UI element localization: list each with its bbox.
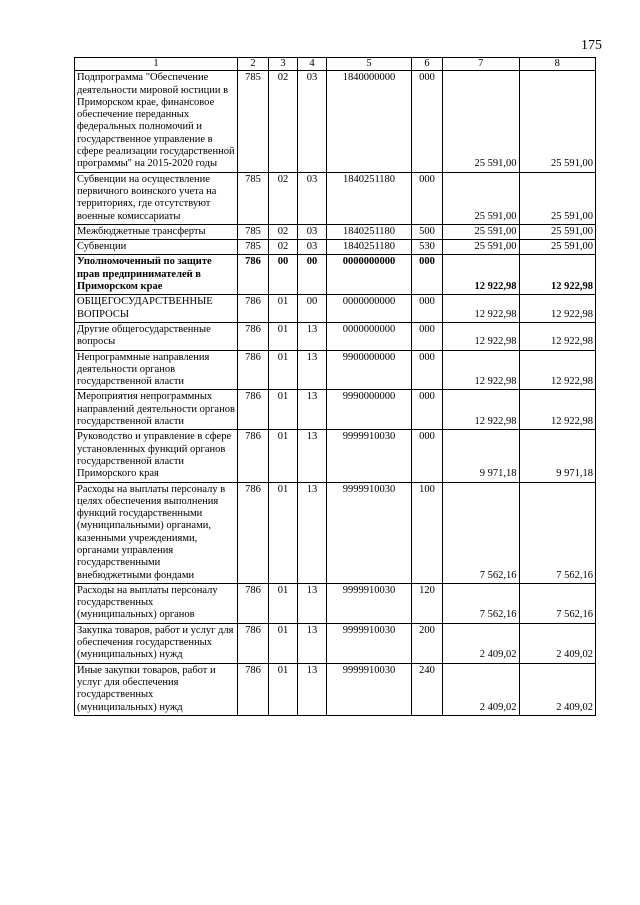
row-code-expense: 000 (412, 255, 443, 295)
row-code-admin: 786 (238, 482, 269, 583)
row-code-admin: 785 (238, 172, 269, 224)
row-code-admin: 785 (238, 71, 269, 172)
table-row (75, 482, 596, 583)
row-amount-col8: 25 591,00 (519, 224, 596, 239)
row-code-target: 9999910030 (327, 482, 412, 583)
table-row (75, 390, 596, 430)
row-code-target: 0000000000 (327, 255, 412, 295)
row-name: Расходы на выплаты персоналу в целях обеспечения выполнения функций государственными (муниципальными) органами, казенными учреждениями, органами управления государственными внебюджетными фондами (75, 482, 238, 583)
column-header: 2 (238, 58, 269, 71)
page-number: 175 (581, 38, 602, 53)
row-amount-col7: 12 922,98 (443, 295, 520, 323)
row-code-section: 01 (269, 430, 298, 482)
row-code-admin: 786 (238, 255, 269, 295)
row-name: Непрограммные направления деятельности органов государственной власти (75, 350, 238, 390)
column-header: 4 (298, 58, 327, 71)
table-row (75, 172, 596, 224)
row-code-admin: 786 (238, 623, 269, 663)
row-code-section: 01 (269, 322, 298, 350)
row-code-admin: 786 (238, 663, 269, 715)
row-code-expense: 530 (412, 240, 443, 255)
row-code-admin: 785 (238, 224, 269, 239)
row-code-expense: 100 (412, 482, 443, 583)
table-body (75, 71, 596, 716)
row-code-subsection: 13 (298, 430, 327, 482)
row-code-section: 02 (269, 172, 298, 224)
column-header: 6 (412, 58, 443, 71)
table-row (75, 255, 596, 295)
row-code-section: 01 (269, 482, 298, 583)
row-amount-col8: 7 562,16 (519, 482, 596, 583)
row-amount-col7: 12 922,98 (443, 322, 520, 350)
row-code-expense: 500 (412, 224, 443, 239)
row-code-section: 02 (269, 240, 298, 255)
row-amount-col8: 7 562,16 (519, 583, 596, 623)
row-code-expense: 120 (412, 583, 443, 623)
row-name: Расходы на выплаты персоналу государственных (муниципальных) органов (75, 583, 238, 623)
row-code-subsection: 13 (298, 623, 327, 663)
row-code-admin: 786 (238, 322, 269, 350)
row-code-target: 9999910030 (327, 623, 412, 663)
row-code-subsection: 13 (298, 482, 327, 583)
row-code-target: 9999910030 (327, 583, 412, 623)
row-name: Уполномоченный по защите прав предпринимателей в Приморском крае (75, 255, 238, 295)
row-name: Мероприятия непрограммных направлений деятельности органов государственной власти (75, 390, 238, 430)
row-code-admin: 786 (238, 430, 269, 482)
row-amount-col8: 12 922,98 (519, 255, 596, 295)
table-row (75, 583, 596, 623)
table-row (75, 240, 596, 255)
column-header: 1 (75, 58, 238, 71)
column-header: 5 (327, 58, 412, 71)
row-amount-col7: 25 591,00 (443, 224, 520, 239)
table-row (75, 623, 596, 663)
row-amount-col7: 2 409,02 (443, 663, 520, 715)
row-name: Субвенции на осуществление первичного воинского учета на территориях, где отсутствуют военные комиссариаты (75, 172, 238, 224)
row-code-admin: 786 (238, 390, 269, 430)
row-amount-col7: 2 409,02 (443, 623, 520, 663)
row-code-expense: 000 (412, 390, 443, 430)
row-code-section: 02 (269, 224, 298, 239)
table-row (75, 430, 596, 482)
row-code-expense: 000 (412, 295, 443, 323)
row-amount-col7: 7 562,16 (443, 583, 520, 623)
table-header-row (75, 58, 596, 71)
row-code-expense: 200 (412, 623, 443, 663)
row-code-section: 00 (269, 255, 298, 295)
row-amount-col7: 7 562,16 (443, 482, 520, 583)
row-code-admin: 786 (238, 350, 269, 390)
row-code-subsection: 00 (298, 255, 327, 295)
row-amount-col7: 9 971,18 (443, 430, 520, 482)
row-code-subsection: 13 (298, 322, 327, 350)
row-amount-col8: 12 922,98 (519, 295, 596, 323)
row-code-section: 01 (269, 663, 298, 715)
row-amount-col7: 12 922,98 (443, 350, 520, 390)
row-amount-col8: 25 591,00 (519, 172, 596, 224)
row-amount-col7: 25 591,00 (443, 240, 520, 255)
row-amount-col8: 25 591,00 (519, 71, 596, 172)
row-code-subsection: 03 (298, 240, 327, 255)
row-name: Межбюджетные трансферты (75, 224, 238, 239)
row-name: Руководство и управление в сфере установленных функций органов государственной власти Приморского края (75, 430, 238, 482)
row-code-target: 9900000000 (327, 350, 412, 390)
row-amount-col7: 25 591,00 (443, 71, 520, 172)
row-code-section: 01 (269, 350, 298, 390)
row-code-target: 0000000000 (327, 295, 412, 323)
row-code-admin: 786 (238, 295, 269, 323)
row-code-expense: 000 (412, 172, 443, 224)
row-name: Субвенции (75, 240, 238, 255)
budget-table (74, 57, 596, 716)
row-name: ОБЩЕГОСУДАРСТВЕННЫЕ ВОПРОСЫ (75, 295, 238, 323)
row-amount-col8: 2 409,02 (519, 663, 596, 715)
row-code-subsection: 03 (298, 71, 327, 172)
row-code-target: 9999910030 (327, 663, 412, 715)
row-name: Другие общегосударственные вопросы (75, 322, 238, 350)
row-code-target: 1840251180 (327, 172, 412, 224)
row-code-target: 9999910030 (327, 430, 412, 482)
row-code-section: 01 (269, 583, 298, 623)
row-code-target: 1840251180 (327, 224, 412, 239)
row-code-target: 1840000000 (327, 71, 412, 172)
row-amount-col8: 12 922,98 (519, 350, 596, 390)
column-header: 8 (519, 58, 596, 71)
row-code-admin: 786 (238, 583, 269, 623)
table-row (75, 322, 596, 350)
row-amount-col7: 25 591,00 (443, 172, 520, 224)
row-amount-col8: 2 409,02 (519, 623, 596, 663)
row-code-section: 01 (269, 390, 298, 430)
row-code-expense: 000 (412, 350, 443, 390)
row-code-admin: 785 (238, 240, 269, 255)
row-name: Иные закупки товаров, работ и услуг для обеспечения государственных (муниципальных) нужд (75, 663, 238, 715)
row-code-subsection: 13 (298, 583, 327, 623)
table-row (75, 663, 596, 715)
table-row (75, 224, 596, 239)
row-code-expense: 000 (412, 322, 443, 350)
table-row (75, 295, 596, 323)
row-code-subsection: 13 (298, 663, 327, 715)
column-header: 7 (443, 58, 520, 71)
row-code-section: 01 (269, 623, 298, 663)
row-name: Закупка товаров, работ и услуг для обеспечения государственных (муниципальных) нужд (75, 623, 238, 663)
row-code-target: 1840251180 (327, 240, 412, 255)
row-amount-col8: 12 922,98 (519, 322, 596, 350)
row-amount-col8: 12 922,98 (519, 390, 596, 430)
row-code-expense: 240 (412, 663, 443, 715)
row-code-subsection: 13 (298, 350, 327, 390)
row-code-expense: 000 (412, 430, 443, 482)
row-code-subsection: 00 (298, 295, 327, 323)
row-code-section: 01 (269, 295, 298, 323)
row-name: Подпрограмма "Обеспечение деятельности мировой юстиции в Приморском крае, финансовое обеспечение переданных федеральных полномочий и государственное управление в сфере реализации государственной программы" на 2015-2020 годы (75, 71, 238, 172)
row-amount-col8: 25 591,00 (519, 240, 596, 255)
column-header: 3 (269, 58, 298, 71)
row-code-expense: 000 (412, 71, 443, 172)
row-code-target: 9990000000 (327, 390, 412, 430)
row-code-subsection: 13 (298, 390, 327, 430)
row-code-subsection: 03 (298, 224, 327, 239)
row-amount-col7: 12 922,98 (443, 390, 520, 430)
row-code-target: 0000000000 (327, 322, 412, 350)
row-code-section: 02 (269, 71, 298, 172)
table-row (75, 71, 596, 172)
row-amount-col7: 12 922,98 (443, 255, 520, 295)
table-row (75, 350, 596, 390)
row-amount-col8: 9 971,18 (519, 430, 596, 482)
row-code-subsection: 03 (298, 172, 327, 224)
